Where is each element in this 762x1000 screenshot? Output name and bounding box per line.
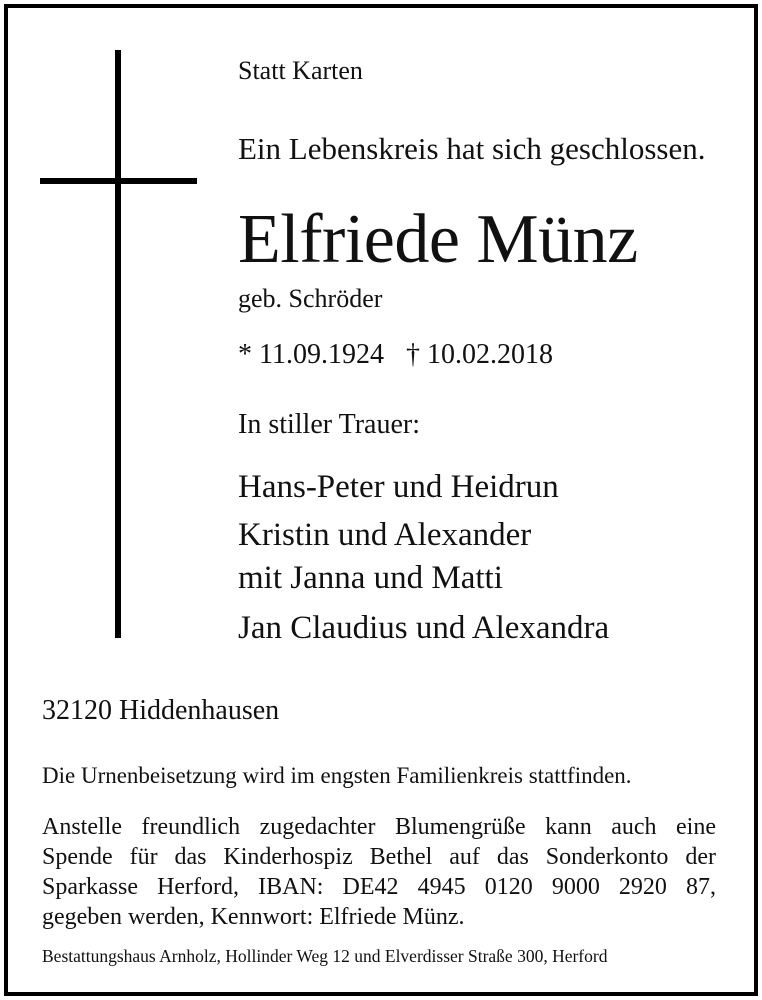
family-line: Hans-Peter und Heidrun (238, 469, 559, 505)
donation-paragraph (42, 812, 716, 932)
cross-icon-vertical (115, 50, 121, 638)
burial-note: Die Urnenbeisetzung wird im engsten Familienkreis stattfinden. (42, 763, 632, 788)
deceased-name: Elfriede Münz (238, 201, 638, 278)
quote-text: Ein Lebenskreis hat sich geschlossen. (238, 131, 706, 166)
birth-date: * 11.09.1924 (238, 339, 384, 370)
family-line: mit Janna und Matti (238, 560, 503, 596)
death-date: † 10.02.2018 (405, 339, 553, 370)
family-line: Kristin und Alexander (238, 517, 532, 553)
header-text: Statt Karten (238, 56, 363, 85)
maiden-name: geb. Schröder (238, 284, 383, 313)
cross-icon-horizontal (40, 178, 197, 184)
funeral-home-footer: Bestattungshaus Arnholz, Hollinder Weg 12 und Elverdisser Straße 300, Herford (42, 946, 608, 966)
life-dates (238, 341, 553, 369)
mourning-intro: In stiller Trauer: (238, 409, 420, 440)
family-line: Jan Claudius und Alexandra (238, 610, 610, 646)
donation-line: Sparkasse Herford, IBAN: DE42 4945 0120 9000 2920 87, (42, 874, 716, 900)
donation-line: Spende für das Kinderhospiz Bethel auf das Sonderkonto der (42, 844, 716, 870)
donation-line: gegeben werden, Kennwort: Elfriede Münz. (42, 904, 465, 930)
location-text: 32120 Hiddenhausen (42, 695, 280, 726)
donation-line: Anstelle freundlich zugedachter Blumengrüße kann auch eine (42, 814, 716, 840)
